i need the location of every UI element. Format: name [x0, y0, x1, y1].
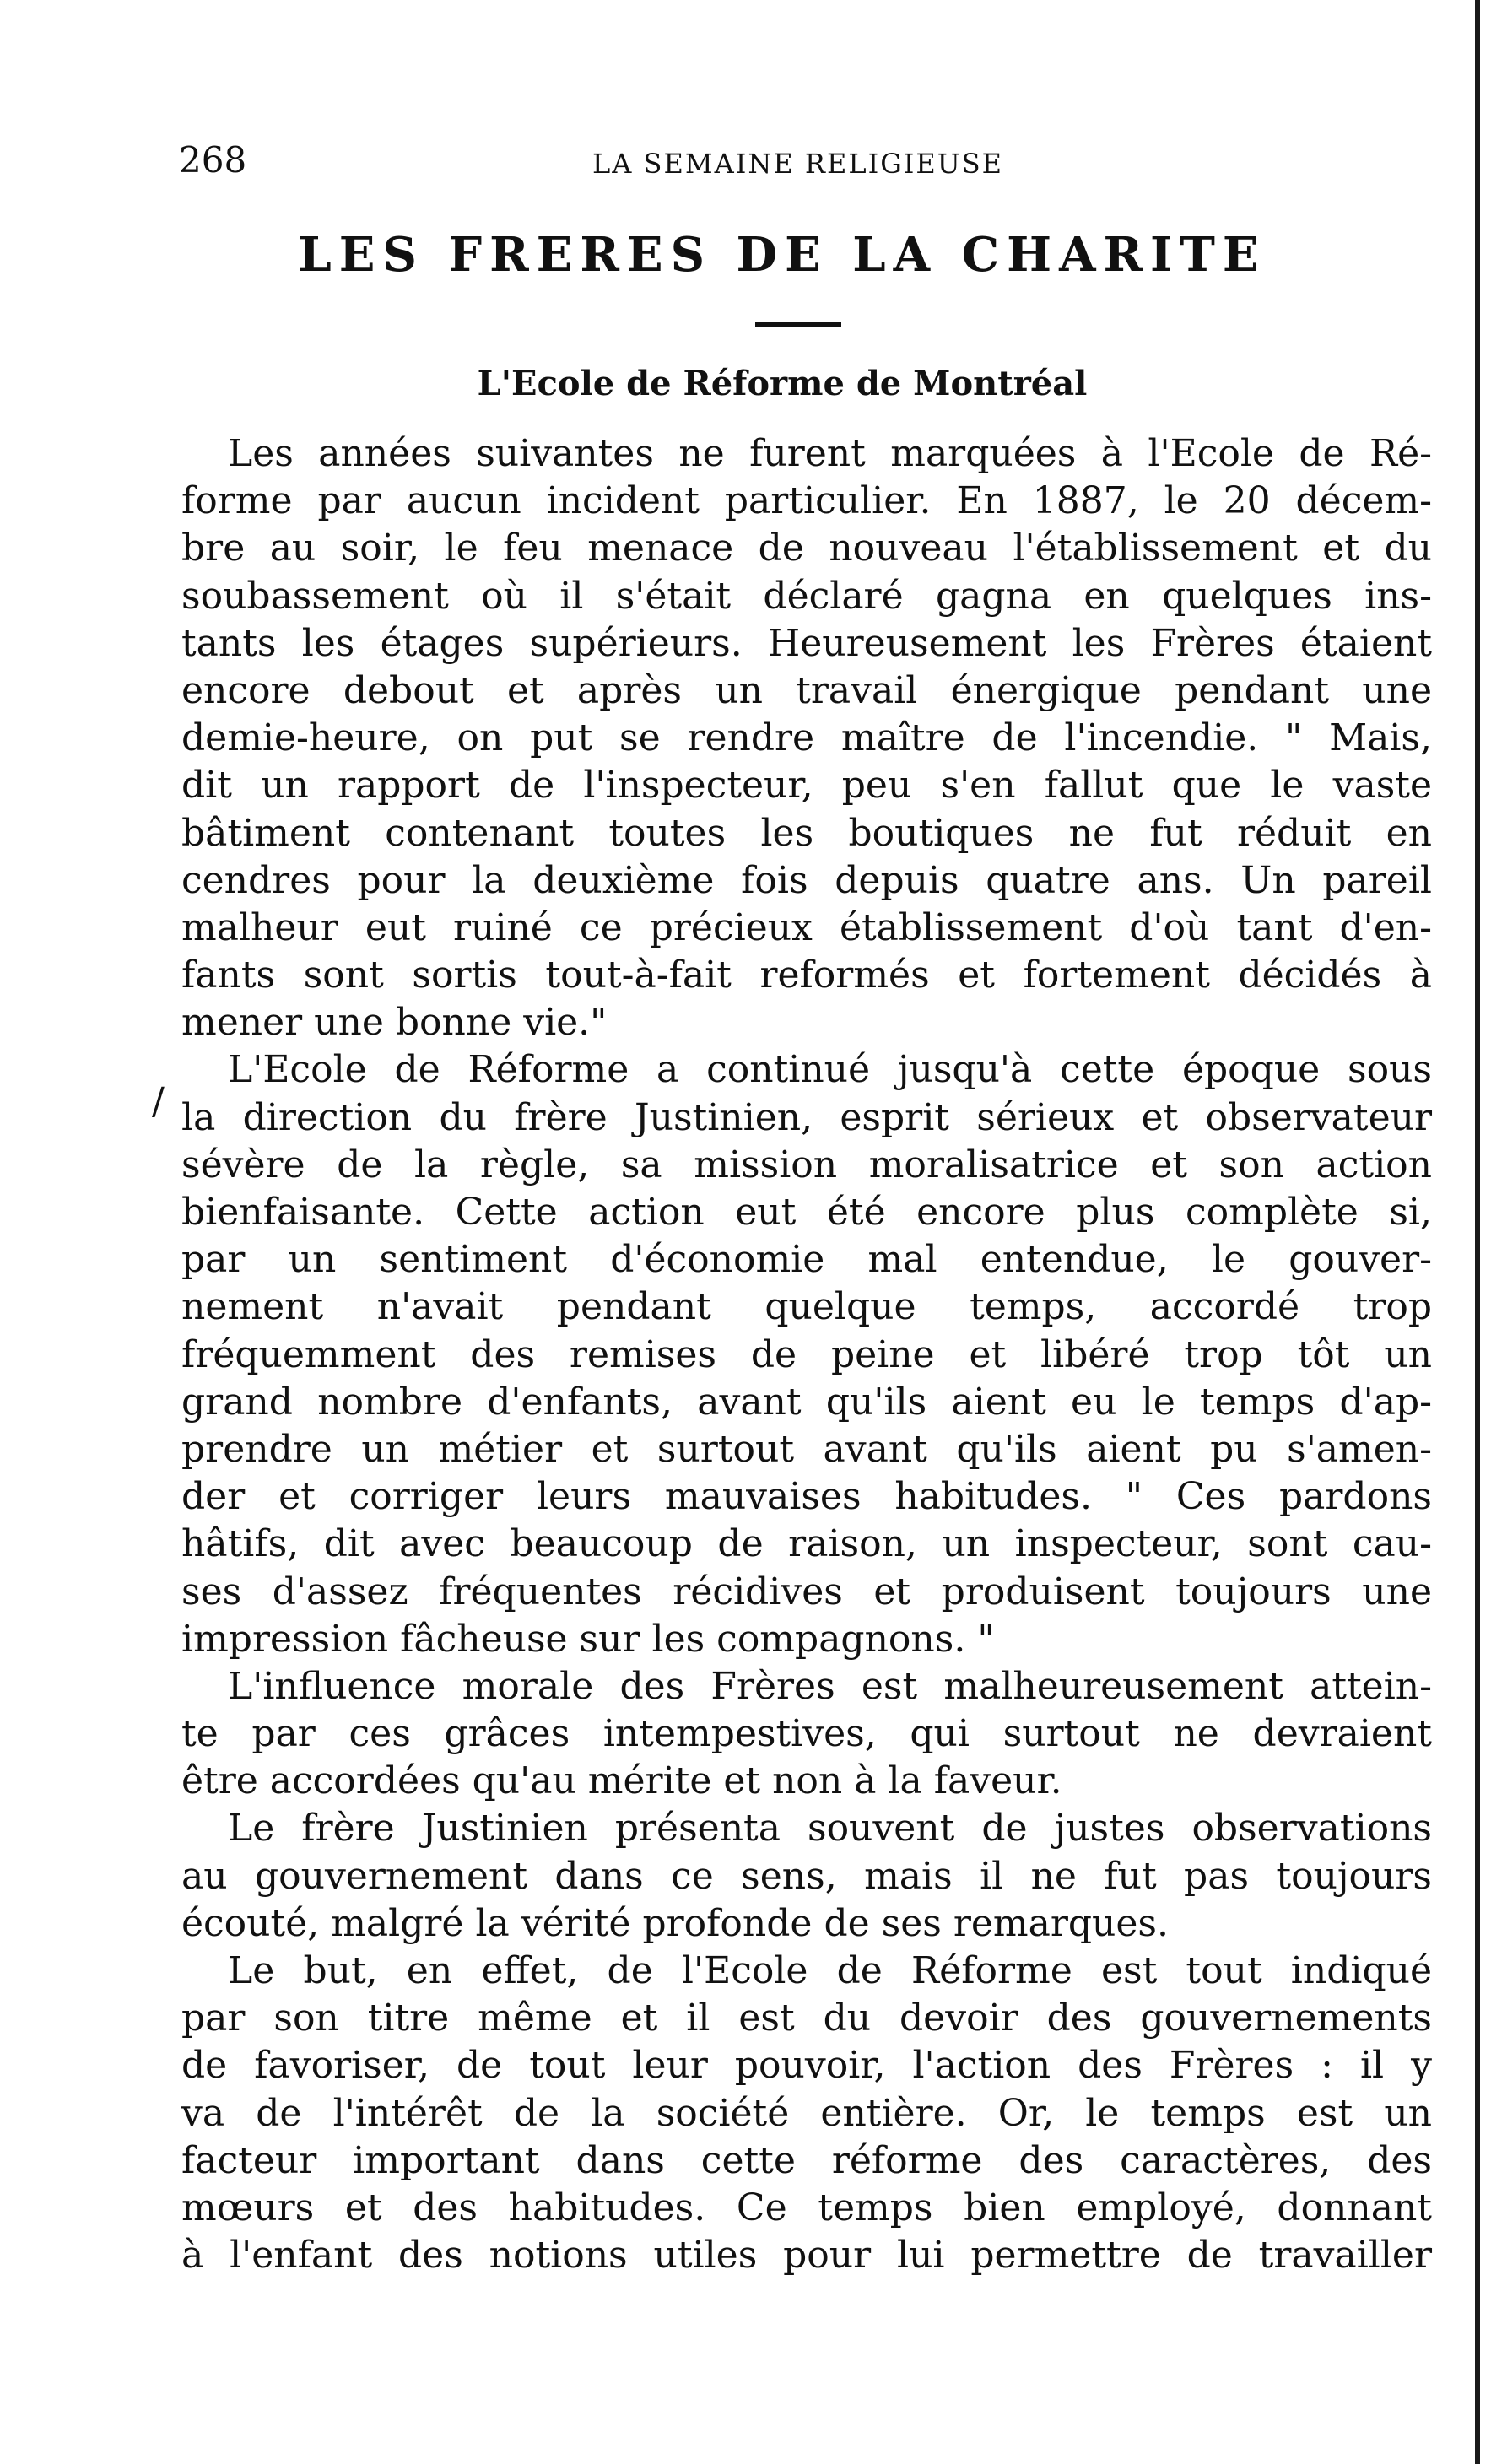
text-line: cendres pour la deuxième fois depuis quatre ans. Un pareil [181, 858, 1432, 902]
text-line: bre au soir, le feu menace de nouveau l'établissement et du [181, 527, 1432, 570]
text-line: encore debout et après un travail énergique pendant une [181, 668, 1432, 712]
text-line: Les années suivantes ne furent marquées à l'Ecole de Ré- [228, 432, 1432, 475]
text-line: malheur eut ruiné ce précieux établissement d'où tant d'en- [181, 905, 1432, 949]
text-line: fréquemment des remises de peine et libéré trop tôt un [181, 1332, 1432, 1376]
text-line: écouté, malgré la vérité profonde de ses remarques. [181, 1901, 1169, 1945]
text-line: va de l'intérêt de la société entière. Or, le temps est un [181, 2091, 1432, 2135]
text-line: sévère de la règle, sa mission moralisatrice et son action [181, 1143, 1432, 1186]
text-line: te par ces grâces intempestives, qui surtout ne devraient [181, 1712, 1432, 1756]
text-line: ses d'assez fréquentes récidives et produisent toujours une [181, 1570, 1432, 1613]
text-line: mœurs et des habitudes. Ce temps bien employé, donnant [181, 2186, 1432, 2229]
text-line: nement n'avait pendant quelque temps, accordé trop [181, 1285, 1432, 1329]
text-line: la direction du frère Justinien, esprit sérieux et observateur [181, 1095, 1432, 1139]
text-line: bienfaisante. Cette action eut été encore plus complète si, [181, 1191, 1432, 1234]
article-title: LES FRERES DE LA CHARITE [298, 227, 1267, 283]
running-head [179, 135, 1386, 186]
text-line: demie-heure, on put se rendre maître de l'incendie. " Mais, [181, 716, 1432, 760]
article-subtitle: L'Ecole de Réforme de Montréal [477, 364, 1088, 403]
text-line: à l'enfant des notions utiles pour lui permettre de travailler [181, 2234, 1432, 2278]
text-line: soubassement où il s'était déclaré gagna en quelques ins- [181, 574, 1432, 618]
title-divider [755, 322, 841, 327]
text-line: au gouvernement dans ce sens, mais il ne fut pas toujours [181, 1854, 1432, 1898]
scan-edge-rule [1475, 0, 1480, 2464]
text-line: forme par aucun incident particulier. En 1887, le 20 décem- [181, 479, 1432, 523]
text-line: être accordées qu'au mérite et non à la faveur. [181, 1759, 1062, 1803]
journal-title: LA SEMAINE RELIGIEUSE [592, 148, 1004, 180]
text-line: bâtiment contenant toutes les boutiques ne fut réduit en [181, 811, 1432, 855]
text-line: de favoriser, de tout leur pouvoir, l'action des Frères : il y [181, 2044, 1432, 2088]
text-line: tants les étages supérieurs. Heureusement les Frères étaient [181, 621, 1432, 665]
text-line: Le frère Justinien présenta souvent de justes observations [228, 1807, 1432, 1851]
page-number: 268 [179, 139, 247, 181]
text-line: mener une bonne vie." [181, 1001, 608, 1045]
margin-mark: / [152, 1080, 165, 1123]
text-line: prendre un métier et surtout avant qu'ils aient pu s'amen- [181, 1427, 1432, 1471]
text-line: impression fâcheuse sur les compagnons. " [181, 1617, 995, 1661]
text-line: Le but, en effet, de l'Ecole de Réforme est tout indiqué [228, 1949, 1432, 1992]
text-line: der et corriger leurs mauvaises habitudes. " Ces pardons [181, 1475, 1432, 1519]
text-line: dit un rapport de l'inspecteur, peu s'en fallut que le vaste [181, 764, 1432, 808]
text-line: fants sont sortis tout-à-fait reformés et fortement décidés à [181, 954, 1432, 997]
text-line: hâtifs, dit avec beaucoup de raison, un inspecteur, sont cau- [181, 1522, 1432, 1566]
text-line: facteur important dans cette réforme des caractères, des [181, 2138, 1432, 2182]
text-line: par un sentiment d'économie mal entendue, le gouver- [181, 1238, 1432, 1282]
article-body [181, 430, 1432, 2279]
text-line: par son titre même et il est du devoir des gouvernements [181, 1997, 1432, 2040]
text-line: L'influence morale des Frères est malheureusement attein- [228, 1664, 1432, 1708]
text-line: grand nombre d'enfants, avant qu'ils aient eu le temps d'ap- [181, 1380, 1432, 1424]
text-line: L'Ecole de Réforme a continué jusqu'à cette époque sous [228, 1048, 1432, 1092]
